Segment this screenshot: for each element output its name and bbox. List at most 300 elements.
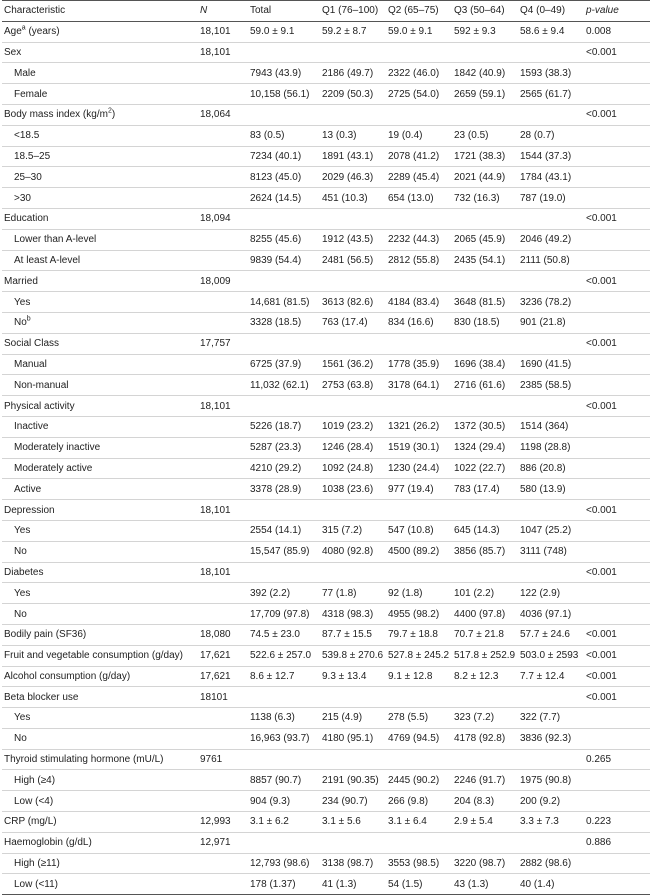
cell-q4: 3836 (92.3) [520,733,572,745]
cell-pvalue [584,125,650,146]
cell-q3: 517.8 ± 252.9 [454,650,516,662]
cell-pvalue [584,292,650,313]
cell-n [198,375,248,396]
cell-q3 [452,42,518,63]
cell-q2: 266 (9.8) [388,795,429,807]
characteristic-label-suffix: ) [111,109,116,121]
header-pvalue: p-value [586,5,619,17]
cell-q2: 92 (1.8) [388,587,423,599]
cell-pvalue [584,458,650,479]
cell-pvalue [584,250,650,271]
cell-q2: 2322 (46.0) [388,67,440,79]
cell-q3 [452,104,518,125]
cell-q2 [386,208,452,229]
cell-q4: 3.3 ± 7.3 [520,816,559,828]
characteristic-label: 18.5–25 [14,150,51,162]
cell-q3: 1022 (22.7) [454,462,506,474]
cell-q2: 59.0 ± 9.1 [388,26,433,38]
table-row [2,479,650,500]
cell-characteristic [2,208,198,229]
cell-q4: 580 (13.9) [520,483,566,495]
cell-q3: 2716 (61.6) [454,379,506,391]
cell-q4: 322 (7.7) [520,712,561,724]
table-row [2,666,650,687]
cell-q1: 1019 (23.2) [322,421,374,433]
cell-q2: 2725 (54.0) [388,88,440,100]
cell-q1: 234 (90.7) [322,795,368,807]
cell-n: 18,094 [200,213,231,225]
cell-q1: 539.8 ± 270.6 [322,650,384,662]
characteristic-label: Physical activity [4,400,75,412]
table-row [2,416,650,437]
table-row [2,229,650,250]
cell-q2: 654 (13.0) [388,192,434,204]
cell-q4 [518,749,584,770]
cell-total: 8255 (45.6) [250,234,302,246]
cell-q1: 4318 (98.3) [322,608,374,620]
cell-q4: 901 (21.8) [520,317,566,329]
cell-characteristic [2,874,198,895]
cell-q1 [320,562,386,583]
cell-total: 1138 (6.3) [250,712,295,724]
cell-characteristic [2,853,198,874]
cell-characteristic [2,562,198,583]
cell-q3: 830 (18.5) [454,317,500,329]
cell-q1: 2029 (46.3) [322,171,374,183]
cell-total: 904 (9.3) [250,795,291,807]
cell-n [198,479,248,500]
cell-pvalue [584,604,650,625]
cell-q2: 2445 (90.2) [388,774,440,786]
cell-n: 18,101 [200,504,231,516]
characteristic-label: No [14,608,27,620]
footnote-marker: 2 [107,108,112,116]
cell-q2 [386,562,452,583]
table-row [2,562,650,583]
table-row [2,208,650,229]
cell-q1: 2753 (63.8) [322,379,374,391]
header-total: Total [250,5,272,17]
cell-pvalue: <0.001 [586,566,617,578]
cell-q1: 2186 (49.7) [322,67,374,79]
characteristic-label: No [14,733,27,745]
cell-n [198,188,248,209]
cell-characteristic [2,458,198,479]
cell-q2: 1778 (35.9) [388,358,440,370]
cell-q2 [386,396,452,417]
cell-q1: 3138 (98.7) [322,858,374,870]
cell-pvalue: <0.001 [586,400,617,412]
cell-characteristic [2,708,198,729]
cell-characteristic [2,728,198,749]
cell-characteristic [2,354,198,375]
characteristic-label: Beta blocker use [4,691,79,703]
cell-n: 17,621 [200,650,231,662]
cell-n: 12,971 [200,837,231,849]
cell-total [248,208,320,229]
cell-q3 [452,333,518,354]
cell-total: 392 (2.2) [250,587,291,599]
cell-q2: 54 (1.5) [388,878,423,890]
characteristic-label: Education [4,213,49,225]
cell-characteristic [2,479,198,500]
cell-total: 11,032 (62.1) [250,379,309,391]
cell-total: 14,681 (81.5) [250,296,310,308]
cell-q3: 1721 (38.3) [454,150,506,162]
cell-q1: 1246 (28.4) [322,442,374,454]
cell-q2 [386,271,452,292]
cell-n: 18,101 [200,566,231,578]
characteristic-label: Yes [14,587,31,599]
cell-q4: 1784 (43.1) [520,171,572,183]
characteristic-label: Thyroid stimulating hormone (mU/L) [4,754,164,766]
cell-n: 18101 [200,691,228,703]
characteristic-label: Low (<4) [14,795,54,807]
cell-characteristic [2,271,198,292]
cell-q4: 2565 (61.7) [520,88,572,100]
table-row [2,853,650,874]
table-row [2,749,650,770]
cell-total: 3.1 ± 6.2 [250,816,289,828]
table-row [2,708,650,729]
cell-q2: 547 (10.8) [388,525,434,537]
cell-q3: 1372 (30.5) [454,421,506,433]
cell-characteristic [2,520,198,541]
cell-q3: 4178 (92.8) [454,733,506,745]
characteristic-label: <18.5 [14,130,40,142]
cell-pvalue [584,708,650,729]
cell-q3: 2065 (45.9) [454,234,506,246]
cell-n [198,708,248,729]
cell-q4: 1690 (41.5) [520,358,572,370]
table-row [2,42,650,63]
cell-q2: 2232 (44.3) [388,234,440,246]
cell-q2: 977 (19.4) [388,483,434,495]
cell-characteristic [2,396,198,417]
table-row [2,645,650,666]
cell-q2 [386,500,452,521]
cell-characteristic [2,312,198,333]
cell-q3: 1696 (38.4) [454,358,506,370]
cell-q3: 592 ± 9.3 [454,26,496,38]
cell-n [198,541,248,562]
cell-characteristic [2,666,198,687]
cell-characteristic [2,624,198,645]
characteristic-label: CRP (mg/L) [4,816,57,828]
cell-pvalue: <0.001 [586,691,617,703]
cell-q2: 9.1 ± 12.8 [388,670,433,682]
cell-q1: 59.2 ± 8.7 [322,26,367,38]
cell-pvalue: 0.008 [586,26,612,38]
cell-q4: 3111 (748) [520,546,567,558]
cell-q2: 3.1 ± 6.4 [388,816,427,828]
cell-total: 3328 (18.5) [250,317,302,329]
characteristics-table [2,0,650,895]
cell-q3: 2021 (44.9) [454,171,506,183]
cell-q1: 451 (10.3) [322,192,368,204]
cell-pvalue [584,416,650,437]
cell-q1: 4180 (95.1) [322,733,374,745]
table-row [2,21,650,42]
cell-total: 8.6 ± 12.7 [250,670,295,682]
cell-total [248,396,320,417]
characteristic-label: Age [4,26,22,38]
cell-q2 [386,42,452,63]
characteristic-label: Active [14,483,42,495]
cell-n [198,770,248,791]
characteristic-label: Depression [4,504,55,516]
cell-q4: 1593 (38.3) [520,67,572,79]
cell-q4: 1047 (25.2) [520,525,572,537]
cell-total: 5226 (18.7) [250,421,302,433]
cell-pvalue: <0.001 [586,109,617,121]
cell-pvalue [584,770,650,791]
cell-q1: 1891 (43.1) [322,150,374,162]
characteristic-label: Moderately inactive [14,442,101,454]
table-row [2,458,650,479]
cell-characteristic [2,125,198,146]
cell-n [198,167,248,188]
cell-pvalue: <0.001 [586,650,617,662]
cell-n [198,125,248,146]
cell-n [198,583,248,604]
characteristic-label: Male [14,67,36,79]
cell-n [198,604,248,625]
table-row [2,812,650,833]
cell-n: 17,757 [200,338,231,350]
cell-total: 59.0 ± 9.1 [250,26,295,38]
characteristic-label: Alcohol consumption (g/day) [4,670,131,682]
cell-q3: 3220 (98.7) [454,858,506,870]
cell-n: 17,621 [200,670,231,682]
table-row [2,125,650,146]
cell-pvalue: 0.265 [586,754,612,766]
cell-total: 3378 (28.9) [250,483,302,495]
table-row [2,333,650,354]
cell-pvalue [584,312,650,333]
characteristic-label: Moderately active [14,462,93,474]
characteristic-label: Yes [14,712,31,724]
characteristic-label: High (≥11) [14,858,60,870]
cell-q4: 28 (0.7) [520,130,555,142]
table-row [2,624,650,645]
cell-total [248,749,320,770]
cell-q3: 2435 (54.1) [454,254,506,266]
cell-q4: 58.6 ± 9.4 [520,26,565,38]
cell-n: 18,101 [200,46,231,58]
cell-q4: 503.0 ± 2593 [520,650,579,662]
cell-q4: 122 (2.9) [520,587,561,599]
cell-characteristic [2,333,198,354]
cell-q4 [518,333,584,354]
cell-q1 [320,832,386,853]
cell-characteristic [2,375,198,396]
cell-q1: 4080 (92.8) [322,546,374,558]
cell-characteristic [2,416,198,437]
cell-pvalue: <0.001 [586,338,617,350]
table-row [2,687,650,708]
cell-total: 2624 (14.5) [250,192,302,204]
table-row [2,354,650,375]
cell-characteristic [2,437,198,458]
header-q4: Q4 (0–49) [520,5,566,17]
characteristic-label: Sex [4,46,22,58]
cell-q1: 2191 (90.35) [322,774,379,786]
cell-n [198,354,248,375]
cell-n [198,853,248,874]
footnote-marker: a [21,24,26,32]
cell-q4 [518,271,584,292]
characteristic-label: >30 [14,192,31,204]
cell-q3: 783 (17.4) [454,483,500,495]
cell-n [198,437,248,458]
cell-characteristic [2,167,198,188]
cell-pvalue [584,541,650,562]
cell-q1: 2481 (56.5) [322,254,374,266]
cell-q3: 3648 (81.5) [454,296,506,308]
cell-pvalue [584,354,650,375]
cell-q3: 732 (16.3) [454,192,500,204]
table-row [2,104,650,125]
table-row [2,541,650,562]
cell-q1: 9.3 ± 13.4 [322,670,367,682]
table-body [2,21,650,894]
cell-n [198,229,248,250]
cell-q2: 3553 (98.5) [388,858,440,870]
cell-pvalue: <0.001 [586,629,617,641]
characteristic-label: Haemoglobin (g/dL) [4,837,92,849]
table-row [2,604,650,625]
cell-q1: 215 (4.9) [322,712,363,724]
characteristic-label: Fruit and vegetable consumption (g/day) [4,650,183,662]
table-row [2,396,650,417]
table-row [2,375,650,396]
cell-q3: 101 (2.2) [454,587,495,599]
header-q3: Q3 (50–64) [454,5,505,17]
cell-q3 [452,687,518,708]
characteristic-label: 25–30 [14,171,42,183]
cell-characteristic [2,604,198,625]
cell-pvalue [584,63,650,84]
cell-q2: 4184 (83.4) [388,296,440,308]
cell-q3: 4400 (97.8) [454,608,506,620]
cell-total [248,687,320,708]
cell-q3 [452,562,518,583]
cell-q4: 7.7 ± 12.4 [520,670,565,682]
cell-characteristic [2,541,198,562]
table-row [2,791,650,812]
cell-pvalue [584,583,650,604]
cell-total [248,562,320,583]
cell-q4: 886 (20.8) [520,462,566,474]
cell-q3 [452,500,518,521]
cell-pvalue [584,479,650,500]
cell-total: 10,158 (56.1) [250,88,310,100]
cell-q4 [518,208,584,229]
cell-q1 [320,333,386,354]
cell-total: 15,547 (85.9) [250,546,310,558]
cell-total: 2554 (14.1) [250,525,302,537]
cell-characteristic [2,812,198,833]
cell-q1 [320,687,386,708]
cell-characteristic [2,42,198,63]
cell-total: 16,963 (93.7) [250,733,310,745]
cell-n [198,292,248,313]
cell-characteristic [2,63,198,84]
footnote-marker: b [26,316,31,324]
table-header-row [2,1,650,22]
cell-pvalue [584,84,650,105]
cell-total: 83 (0.5) [250,130,285,142]
characteristic-label: Diabetes [4,566,44,578]
cell-n [198,728,248,749]
cell-q4: 40 (1.4) [520,878,555,890]
cell-q2: 278 (5.5) [388,712,429,724]
cell-q1: 1912 (43.5) [322,234,374,246]
cell-q4: 200 (9.2) [520,795,561,807]
cell-q1: 2209 (50.3) [322,88,374,100]
cell-characteristic [2,84,198,105]
characteristic-label: Inactive [14,421,49,433]
cell-total [248,500,320,521]
cell-total: 74.5 ± 23.0 [250,629,300,641]
cell-q2 [386,832,452,853]
cell-q1 [320,271,386,292]
cell-n: 18,009 [200,275,231,287]
cell-q1 [320,42,386,63]
cell-pvalue: <0.001 [586,46,617,58]
cell-n: 18,064 [200,109,231,121]
cell-pvalue: <0.001 [586,275,617,287]
cell-q2: 3178 (64.1) [388,379,440,391]
cell-q4: 1975 (90.8) [520,774,572,786]
cell-n [198,520,248,541]
cell-q3 [452,749,518,770]
cell-q4: 2385 (58.5) [520,379,572,391]
table-row [2,770,650,791]
cell-q4: 787 (19.0) [520,192,566,204]
cell-q1: 1561 (36.2) [322,358,374,370]
cell-q2: 19 (0.4) [388,130,423,142]
characteristic-label: Yes [14,525,31,537]
cell-q4: 2046 (49.2) [520,234,572,246]
cell-q1 [320,208,386,229]
characteristic-label: Low (<11) [14,878,59,890]
cell-q1: 77 (1.8) [322,587,357,599]
cell-n [198,84,248,105]
table-row [2,146,650,167]
characteristic-label: Lower than A-level [14,234,97,246]
cell-pvalue [584,229,650,250]
cell-q3 [452,271,518,292]
cell-n [198,250,248,271]
cell-q2: 2289 (45.4) [388,171,440,183]
characteristic-label: High (≥4) [14,774,56,786]
cell-pvalue: <0.001 [586,213,617,225]
characteristic-label: Manual [14,358,47,370]
cell-q2: 79.7 ± 18.8 [388,629,438,641]
cell-q3 [452,396,518,417]
table-row [2,63,650,84]
cell-characteristic [2,229,198,250]
cell-q1: 3613 (82.6) [322,296,374,308]
header-n: N [200,5,208,17]
characteristic-label: Non-manual [14,379,69,391]
cell-n [198,146,248,167]
table-row [2,250,650,271]
cell-characteristic [2,146,198,167]
cell-q2: 2812 (55.8) [388,254,440,266]
